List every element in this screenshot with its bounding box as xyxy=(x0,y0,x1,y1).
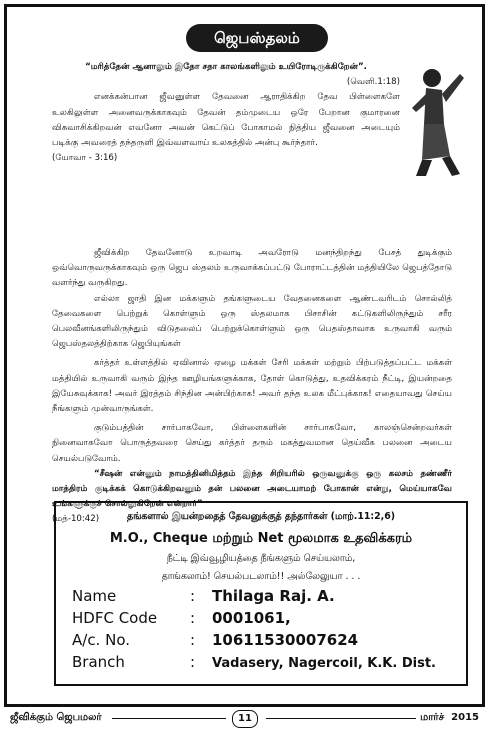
bank-row-hdfc xyxy=(72,609,291,627)
main-text xyxy=(52,246,452,528)
page-title: ஜெபஸ்தலம் xyxy=(186,24,328,52)
branch-name: Vadasery, Nagercoil, K.K. Dist. xyxy=(212,656,436,671)
bank-label: Branch xyxy=(72,653,125,671)
closing-quote: “சீஷன் என்னும் நாமத்தினிமித்தம் இந்த சிறியரில் ஒருவனுக்கு ஒரு கலசம் தண்ணீர் மாத்திரம் குடிக்கக் கொடுக்கிறவனும் தன் பலனை அடையாமற் போகான் என்று, மெய்யாகவே உங்களுக்குச் சொல்லுகிறேன் என்றார்” xyxy=(52,468,452,510)
praying-figure-icon xyxy=(402,64,472,182)
issue-year: 2015 xyxy=(451,712,479,723)
page-number: 11 xyxy=(232,710,258,728)
donation-heading: தங்களால் இயன்றதைத் தேவனுக்குத் தந்தார்கள் (மாற்.11:2,6) xyxy=(126,511,396,522)
bank-label: A/c. No. xyxy=(72,631,131,649)
bank-colon: : xyxy=(190,587,196,605)
magazine-name: ஜீவிக்கும் ஜெபமலர் xyxy=(10,712,102,723)
opening-quote-ref: (வெளி.1:18) xyxy=(346,77,400,88)
bank-colon: : xyxy=(190,609,196,627)
paragraph-1-ref: (யோவா - 3:16) xyxy=(52,153,118,164)
footer-rule-right xyxy=(266,718,416,719)
issue-date xyxy=(420,712,479,724)
closing-quote-ref: (மத்-10:42) xyxy=(52,514,100,525)
paragraph-5: குடும்பத்தின் சார்பாகவோ, பிள்ளைகளின் சார்பாகவோ, காலஞ்சென்றவர்கள் நினைவாகவோ பொருத்தவரை செய்து கர்த்தர் தரும் மகத்துவமான தெய்வீக பலனை அடைய செயல்படுவோம். xyxy=(52,423,452,464)
account-number: 10611530007624 xyxy=(212,631,359,649)
opening-quote: “மரித்தேன் ஆனாலும் இதோ சதா காலங்களிலும் உயிரோடிருக்கிறேன்”. xyxy=(85,62,367,72)
paragraph-2: ஜீவிக்கிற தேவனோடு உறவாடி அவரோடு மனந்திறந்து பேசத் துடிக்கும் ஒவ்வொருவருக்காகவும் ஒரு ஜெப ஸ்தலம் உருவாக்கப்பட்டு போராட்டத்தின் மத்தியிலே ஜெபத்தோடு வளர்ந்து வருகிறது. xyxy=(52,248,452,289)
donation-methods: M.O., Cheque மற்றும் Net மூலமாக உதவிக்கரம் xyxy=(109,531,413,546)
bank-row-branch xyxy=(72,653,436,671)
page-footer xyxy=(4,710,485,728)
donation-line-3: நீட்டி இவ்வூழியத்தை நீங்களும் செய்யலாம், xyxy=(166,553,356,564)
account-holder-name: Thilaga Raj. A. xyxy=(212,587,335,605)
bank-label: Name xyxy=(72,587,117,605)
paragraph-3: எல்லா ஜாதி இன மக்களும் தங்களுடைய வேதனைகளை ஆண்டவரிடம் சொல்லித் தேவைகளை பெற்றுக் கொள்ளும் ஒரு ஸ்தலமாக பிசாசின் கட்டுகளிலிருந்தும் சரீர பெலவீனங்களிலிருந்தும் விடுதலைப் பெற்றுக்கொள்ளும் ஒரு பெதஸ்தாவாக உருவாகி வரும் ஜெபஸ்தலத்திற்காக ஜெபியுங்கள் xyxy=(52,293,452,350)
bank-colon: : xyxy=(190,653,196,671)
hdfc-code: 0001061, xyxy=(212,609,291,627)
donation-box xyxy=(54,501,468,686)
bank-label: HDFC Code xyxy=(72,609,158,627)
bank-row-name xyxy=(72,587,335,605)
intro-text xyxy=(52,60,400,166)
paragraph-4: கர்த்தர் உள்ளத்தில் ஏவினால் ஏழை மக்கள் சேரி மக்கள் மற்றும் பிற்படுத்தப்பட்ட மக்கள் மத்தியில் உருவாகி வரும் இந்த ஊழியங்களுக்காக, தோள் கொடுத்து, உதவிக்கரம் நீட்டி, இயன்றதை இயேசுவுக்காக! அவர் இரத்தம் சிந்தின அன்பிற்காக! அவர் தந்த உலக மீட்புக்காக! எதையாவது செய்ய நீங்களும் முன்வாருங்கள். xyxy=(52,358,452,415)
paragraph-1: எனக்கன்பான ஜீவனுள்ள தேவனை ஆராதிக்கிற தேவ பிள்ளைகளே உலகிலுள்ள அனைவருக்காகவும் தேவன் தம்முடைய ஒரே பேறான குமாரனை விசுவாசிக்கிறவன் எவனோ அவன் கெட்டுப் போகாமல் நித்திய ஜீவனை அடையும் படிக்கு அவரைத் தந்தருளி இவ்வளவாய் உலகத்தில் அன்பு கூர்ந்தார். xyxy=(52,92,400,149)
bank-row-account xyxy=(72,631,358,649)
donation-line-4: தாங்கலாம்! செயல்படலாம்!! அல்லேலுயா . . . xyxy=(161,571,361,582)
issue-month: மார்ச் xyxy=(420,712,445,723)
footer-rule-left xyxy=(112,718,226,719)
bank-colon: : xyxy=(190,631,196,649)
